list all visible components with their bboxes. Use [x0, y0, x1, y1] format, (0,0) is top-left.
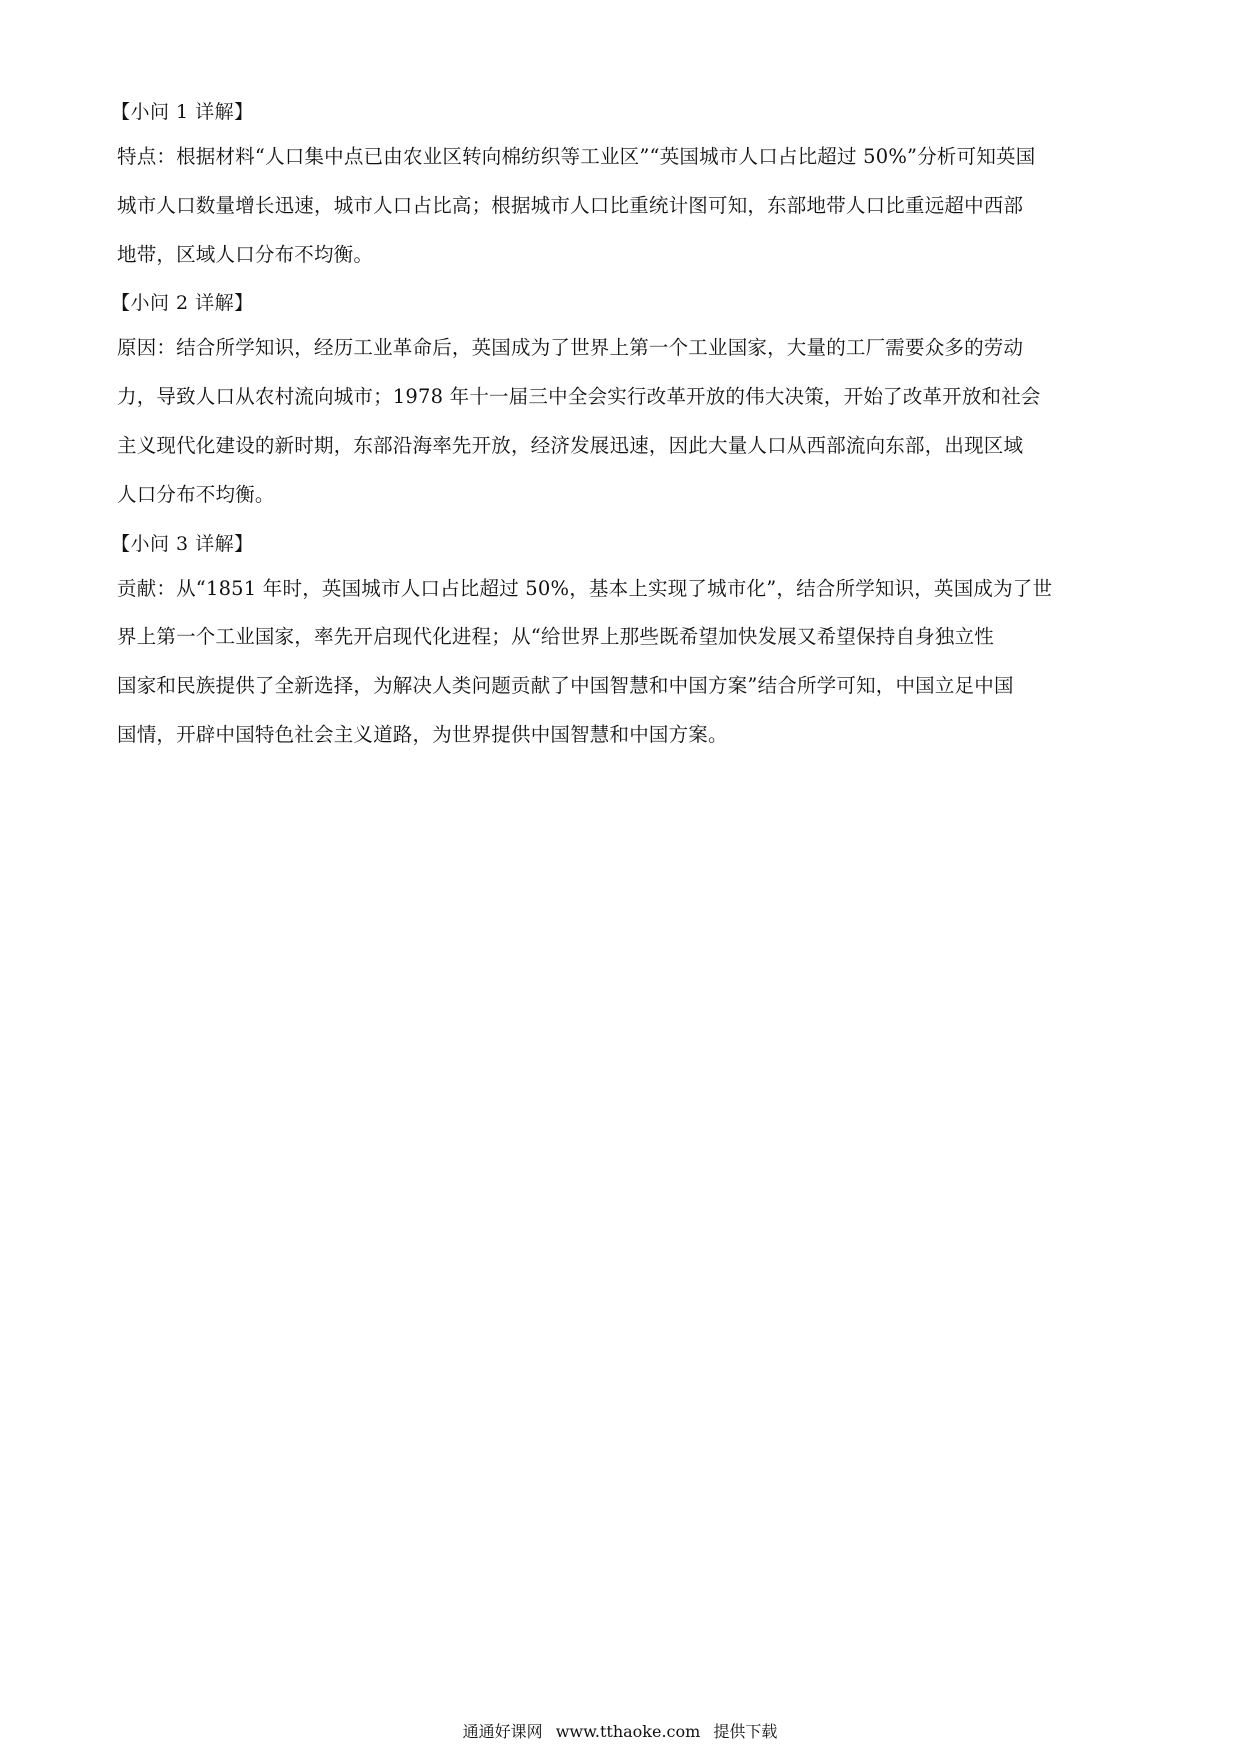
paragraph — [117, 336, 1127, 506]
section-heading: 【小问 1 详解】 — [111, 101, 254, 123]
paragraph-line: 原因：结合所学知识，经历工业革命后，英国成为了世界上第一个工业国家，大量的工厂需要众多的劳动 — [117, 336, 1024, 360]
answer-content — [111, 100, 1127, 772]
paragraph-line: 人口分布不均衡。 — [117, 482, 275, 506]
paragraph — [117, 577, 1127, 747]
paragraph-line: 贡献：从“1851 年时，英国城市人口占比超过 50%，基本上实现了城市化”，结合所学知识，英国成为了世 — [117, 576, 1053, 600]
section-question-3 — [111, 532, 1127, 747]
paragraph — [117, 145, 1127, 267]
paragraph-line: 力，导致人口从农村流向城市；1978 年十一届三中全会实行改革开放的伟大决策，开始了改革开放和社会 — [117, 385, 1041, 409]
footer-suffix: 提供下载 — [713, 1722, 778, 1741]
footer-url: www.tthaoke.com — [555, 1722, 701, 1741]
paragraph-line: 地带，区域人口分布不均衡。 — [117, 242, 374, 266]
paragraph-line: 特点：根据材料“人口集中点已由农业区转向棉纺织等工业区”“英国城市人口占比超过 50%”分析可知英国 — [117, 145, 1036, 168]
paragraph-line: 城市人口数量增长迅速，城市人口占比高；根据城市人口比重统计图可知，东部地带人口比重远超中西部 — [117, 193, 1024, 217]
footer-site-name: 通通好课网 — [462, 1722, 543, 1741]
section-question-1 — [111, 100, 1127, 267]
paragraph-line: 国情，开辟中国特色社会主义道路，为世界提供中国智慧和中国方案。 — [117, 722, 728, 746]
section-heading: 【小问 2 详解】 — [111, 292, 254, 315]
section-question-2 — [111, 291, 1127, 506]
paragraph-line: 主义现代化建设的新时期，东部沿海率先开放，经济发展迅速，因此大量人口从西部流向东部，出现区域 — [117, 433, 1024, 457]
paragraph-line: 国家和民族提供了全新选择，为解决人类问题贡献了中国智慧和中国方案”结合所学可知，中国立足中国 — [117, 674, 1014, 698]
page-footer — [0, 1722, 1240, 1742]
section-heading: 【小问 3 详解】 — [111, 532, 254, 555]
paragraph-line: 界上第一个工业国家，率先开启现代化进程；从“给世界上那些既希望加快发展又希望保持自身独立性 — [117, 625, 994, 649]
